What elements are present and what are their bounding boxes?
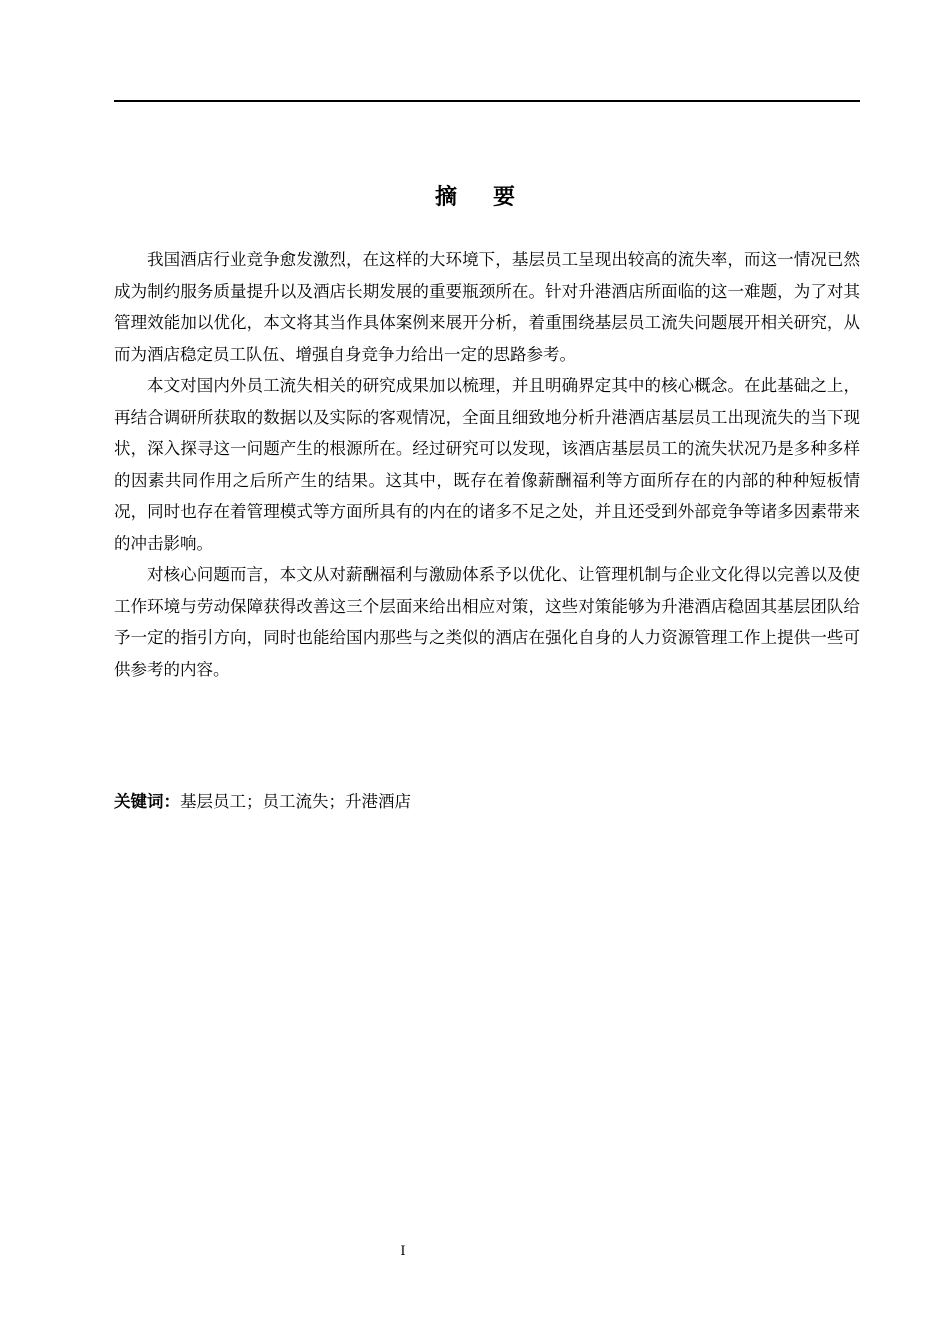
abstract-title: 摘要: [434, 185, 551, 210]
keywords-label: 关键词：: [114, 792, 180, 811]
keywords-text: 基层员工；员工流失；升港酒店: [180, 792, 411, 811]
page-number: I: [400, 1244, 406, 1259]
keywords-line: [114, 789, 860, 815]
abstract-paragraph-2: 本文对国内外员工流失相关的研究成果加以梳理，并且明确界定其中的核心概念。在此基础之上，再结合调研所获取的数据以及实际的客观情况，全面且细致地分析升港酒店基层员工出现流失的当下现状，深入探寻这一问题产生的根源所在。经过研究可以发现，该酒店基层员工的流失状况乃是多种多样的因素共同作用之后所产生的结果。这其中，既存在着像薪酬福利等方面所存在的内部的种种短板情况，同时也存在着管理模式等方面所具有的内在的诸多不足之处，并且还受到外部竞争等诸多因素带来的冲击影响。: [114, 376, 860, 553]
abstract-paragraph-3: 对核心问题而言，本文从对薪酬福利与激励体系予以优化、让管理机制与企业文化得以完善以及使工作环境与劳动保障获得改善这三个层面来给出相应对策，这些对策能够为升港酒店稳固其基层团队给予一定的指引方向，同时也能给国内那些与之类似的酒店在强化自身的人力资源管理工作上提供一些可供参考的内容。: [114, 565, 860, 679]
abstract-paragraph-1: 我国酒店行业竞争愈发激烈，在这样的大环境下，基层员工呈现出较高的流失率，而这一情况已然成为制约服务质量提升以及酒店长期发展的重要瓶颈所在。针对升港酒店所面临的这一难题，为了对其管理效能加以优化，本文将其当作具体案例来展开分析，着重围绕基层员工流失问题展开相关研究，从而为酒店稳定员工队伍、增强自身竞争力给出一定的思路参考。: [114, 250, 860, 364]
abstract-body: [114, 244, 860, 685]
header-rule: [114, 100, 860, 102]
